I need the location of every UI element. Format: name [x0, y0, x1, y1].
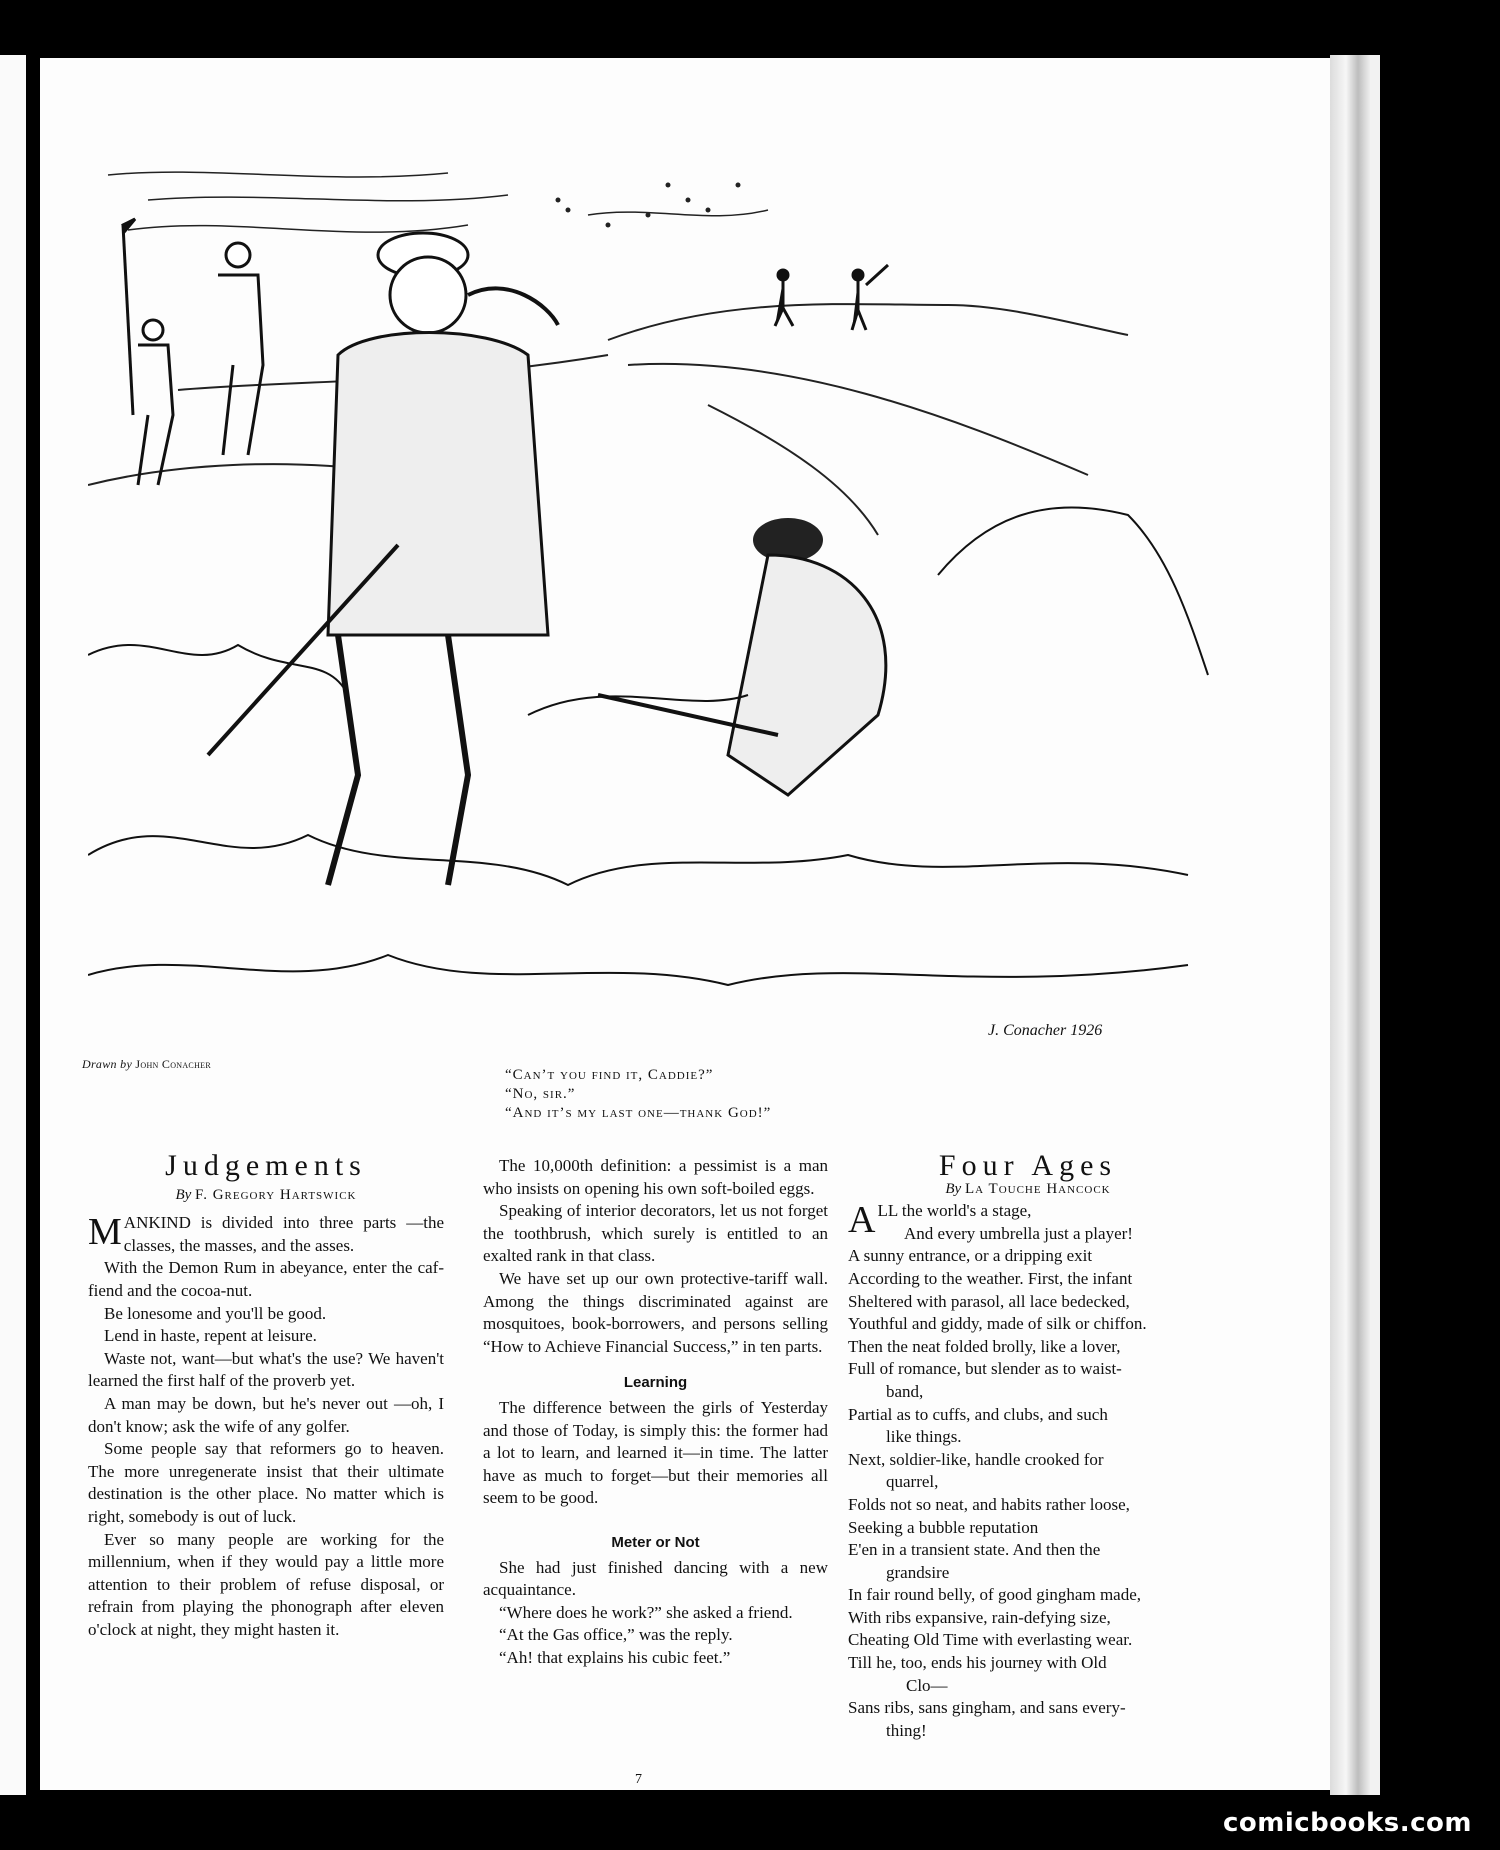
poem-line: In fair round belly, of good gingham made, — [848, 1585, 1142, 1605]
poem-line: band, — [886, 1381, 924, 1401]
paragraph: Be lonesome and you'll be good. — [104, 1303, 327, 1323]
poem-line: Sheltered with parasol, all lace bedecked, — [848, 1291, 1130, 1311]
poem-line: Clo— — [906, 1675, 948, 1695]
column-judgements — [88, 1149, 444, 1641]
poem-line: Then the neat folded brolly, like a lover, — [848, 1336, 1121, 1356]
poem-line: Cheating Old Time with everlasting wear. — [848, 1630, 1133, 1650]
section-heading-learning: Learning — [623, 1374, 688, 1392]
poem-line: Folds not so neat, and habits rather loose, — [848, 1494, 1130, 1514]
byline-author: La Touche Hancock — [964, 1180, 1111, 1197]
poem-line: like things. — [886, 1427, 962, 1447]
paragraph: “Ah! that explains his cubic feet.” — [499, 1647, 731, 1667]
paragraph: “At the Gas office,” was the reply. — [499, 1625, 733, 1645]
drop-cap: A — [848, 1199, 876, 1242]
credit-prefix: Drawn by — [82, 1057, 133, 1071]
paragraph: With the Demon Rum in abeyance, enter the caf-fiend and the cocoa-nut. — [88, 1258, 444, 1300]
paragraph: Ever so many people are working for the millennium, when if they would pay a little more attention to their problem of refuse disposal, or refrain from playing the phonograph after eleven o'clock at night, they might hasten it. — [88, 1529, 444, 1639]
column-miscellany — [483, 1155, 828, 1669]
caption-line: “No, sir.” — [505, 1086, 576, 1102]
paragraph: MANKIND is divided into three parts —the classes, the masses, and the asses. — [88, 1211, 444, 1255]
poem-lines — [848, 1223, 1208, 1743]
byline-author: F. Gregory Hartswick — [195, 1186, 357, 1203]
page-number: 7 — [635, 1772, 642, 1787]
paragraph: A man may be down, but he's never out —oh, I don't know; ask the wife of any golfer. — [88, 1393, 444, 1436]
golf-cartoon-illustration — [88, 155, 1210, 1057]
watermark: comicbooks.com — [1222, 1808, 1472, 1838]
page-gutter — [1370, 55, 1380, 1795]
poem-line: A sunny entrance, or a dripping exit — [848, 1246, 1093, 1266]
poem-title: Four Ages — [938, 1149, 1118, 1182]
poem-line: Youthful and giddy, made of silk or chiffon. — [848, 1314, 1147, 1334]
paragraph: Waste not, want—but what's the use? We haven't learned the first half of the proverb yet. — [88, 1348, 444, 1391]
paragraph: “Where does he work?” she asked a friend. — [499, 1602, 793, 1622]
poem-line: Full of romance, but slender as to waist- — [848, 1359, 1122, 1379]
poem-line: quarrel, — [886, 1472, 939, 1492]
poem-line: And every umbrella just a player! — [904, 1223, 1133, 1243]
illustration-credit — [82, 1057, 211, 1072]
paragraph: Some people say that reformers go to heaven. The more unregenerate insist that their ultimate destination is the other place. No matter which is right, somebody is out of luck. — [88, 1439, 444, 1526]
credit-name: John Conacher — [135, 1057, 211, 1071]
artist-signature: J. Conacher 1926 — [988, 1022, 1103, 1039]
byline-by: By — [175, 1186, 192, 1203]
poem-line: Till he, too, ends his journey with Old — [848, 1653, 1107, 1673]
byline-by: By — [945, 1180, 962, 1197]
paragraph: Lend in haste, repent at leisure. — [104, 1326, 317, 1346]
paragraph: Speaking of interior decorators, let us not forget the toothbrush, which surely is entitled to an exalted rank in that class. — [483, 1201, 828, 1266]
drop-cap: M — [88, 1211, 122, 1254]
illustration-caption — [505, 1066, 771, 1123]
article-title: Judgements — [165, 1149, 367, 1182]
column-four-ages — [848, 1149, 1208, 1742]
book-spine — [1330, 55, 1370, 1795]
paragraph: She had just finished dancing with a new acquaintance. — [483, 1557, 828, 1600]
section-heading-meter: Meter or Not — [611, 1533, 700, 1551]
poem-line: Sans ribs, sans gingham, and sans every- — [848, 1698, 1126, 1718]
poem-line: With ribs expansive, rain-defying size, — [848, 1607, 1111, 1627]
poem-line: Next, soldier-like, handle crooked for — [848, 1449, 1104, 1469]
poem-line: grandsire — [886, 1562, 950, 1582]
poem-line: ALL the world's a stage, — [848, 1199, 1032, 1242]
poem-line: thing! — [886, 1720, 927, 1740]
article-byline — [88, 1184, 444, 1207]
poem-line: E'en in a transient state. And then the — [848, 1540, 1101, 1560]
paragraph: The 10,000th definition: a pessimist is a man who insists on opening his own soft-boiled eggs. — [483, 1156, 828, 1198]
poem-line: Partial as to cuffs, and clubs, and such — [848, 1404, 1108, 1424]
paragraph: The difference between the girls of Yesterday and those of Today, is simply this: the former had a lot to learn, and learned it—in time. The latter have as much to forget—but their memories all seem to be good. — [483, 1397, 828, 1508]
caption-line: “And it’s my last one—thank God!” — [505, 1105, 772, 1121]
poem-byline — [848, 1178, 1208, 1201]
caption-line: “Can’t you find it, Caddie?” — [505, 1067, 714, 1083]
poem-line: Seeking a bubble reputation — [848, 1517, 1039, 1537]
facing-page-edge — [0, 55, 26, 1795]
poem-line: According to the weather. First, the infant — [848, 1268, 1133, 1288]
paragraph: We have set up our own protective-tariff wall. Among the things discriminated against are mosquitoes, book-borrowers, and persons selling “How to Achieve Financial Success,” in ten parts. — [483, 1268, 828, 1356]
